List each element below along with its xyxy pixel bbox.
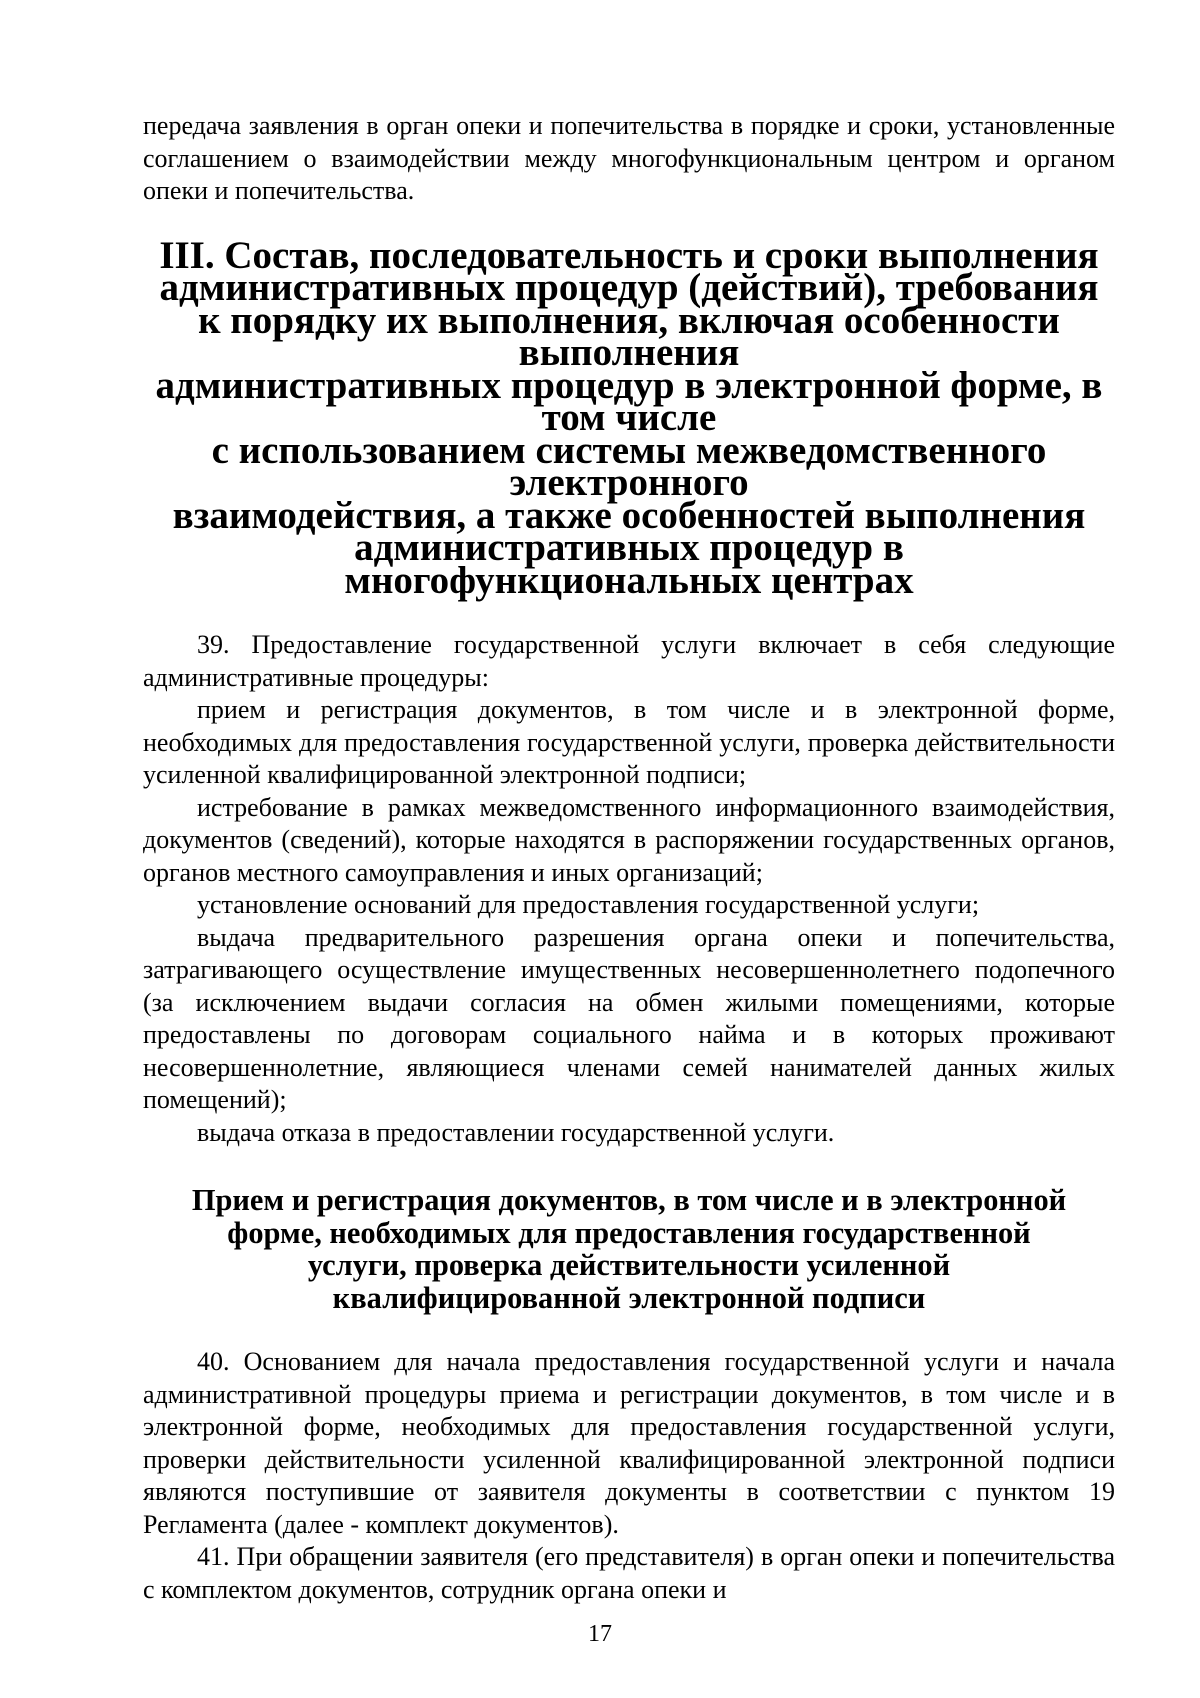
spacer	[143, 597, 1115, 629]
section-heading-line: административных процедур в многофункциональных центрах	[344, 526, 914, 602]
procedure-item: выдача отказа в предоставлении государственной услуги.	[197, 1117, 835, 1147]
subsection-heading	[143, 1184, 1115, 1314]
intro-paragraph: передача заявления в орган опеки и попечительства в порядке и сроки, установленные соглашением о взаимодействии между многофункциональным центром и органом опеки и попечительства.	[143, 111, 1115, 205]
subsection-heading-line: услуги, проверка действительности усиленной	[307, 1248, 951, 1282]
spacer	[143, 1149, 1115, 1184]
section-heading-line: взаимодействия, а также особенностей выполнения	[172, 493, 1086, 537]
page-number: 17	[588, 1621, 612, 1647]
procedure-item: выдача предварительного разрешения органа опеки и попечительства, затрагивающего осуществление имущественных несовершеннолетнего подопечного (за исключением выдачи согласия на обмен жилыми помещениями, которые предоставлены по договорам социального найма и в которых проживают несовершеннолетние, являющиеся членами семей нанимателей данных жилых помещений);	[143, 922, 1115, 1114]
section-heading-line: административных процедур (действий), требования	[159, 266, 1099, 309]
procedure-item: установление оснований для предоставления государственной услуги;	[197, 890, 980, 919]
subsection-heading-line: Прием и регистрация документов, в том числе и в электронной	[191, 1183, 1067, 1217]
paragraph-item-40: 40. Основанием для начала предоставления государственной услуги и начала административной процедуры приема и регистрации документов, в том числе и в электронной форме, необходимых для предоставления государственной услуги, проверки действительности усиленной квалифицированной электронной подписи являются поступившие от заявителя документы в соответствии с пунктом 19 Регламента (далее - комплект документов).	[143, 1347, 1115, 1539]
section-heading-line: административных процедур в электронной форме, в том числе	[155, 363, 1103, 439]
procedure-item: истребование в рамках межведомственного информационного взаимодействия, документов (сведений), которые находятся в распоряжении государственных органов, органов местного самоуправления и иных организаций;	[143, 792, 1115, 887]
page-content	[143, 110, 1115, 1606]
subsection-heading-line: квалифицированной электронной подписи	[332, 1280, 926, 1315]
section-heading	[143, 233, 1115, 602]
section-heading-line: с использованием системы межведомственного электронного	[211, 428, 1047, 504]
section-heading-line: к порядку их выполнения, включая особенности выполнения	[198, 298, 1060, 374]
procedure-item: прием и регистрация документов, в том числе и в электронной форме, необходимых для предоставления государственной услуги, проверка действительности усиленной квалифицированной электронной подписи;	[143, 695, 1115, 789]
subsection-heading-line: форме, необходимых для предоставления государственной	[227, 1215, 1031, 1250]
paragraph-item-41: 41. При обращении заявителя (его представителя) в орган опеки и попечительства с комплектом документов, сотрудник органа опеки и	[143, 1542, 1115, 1604]
section-heading-line: III. Состав, последовательность и сроки выполнения	[159, 233, 1099, 277]
spacer	[143, 1314, 1115, 1346]
paragraph-item-39: 39. Предоставление государственной услуги включает в себя следующие административные процедуры:	[143, 630, 1115, 692]
